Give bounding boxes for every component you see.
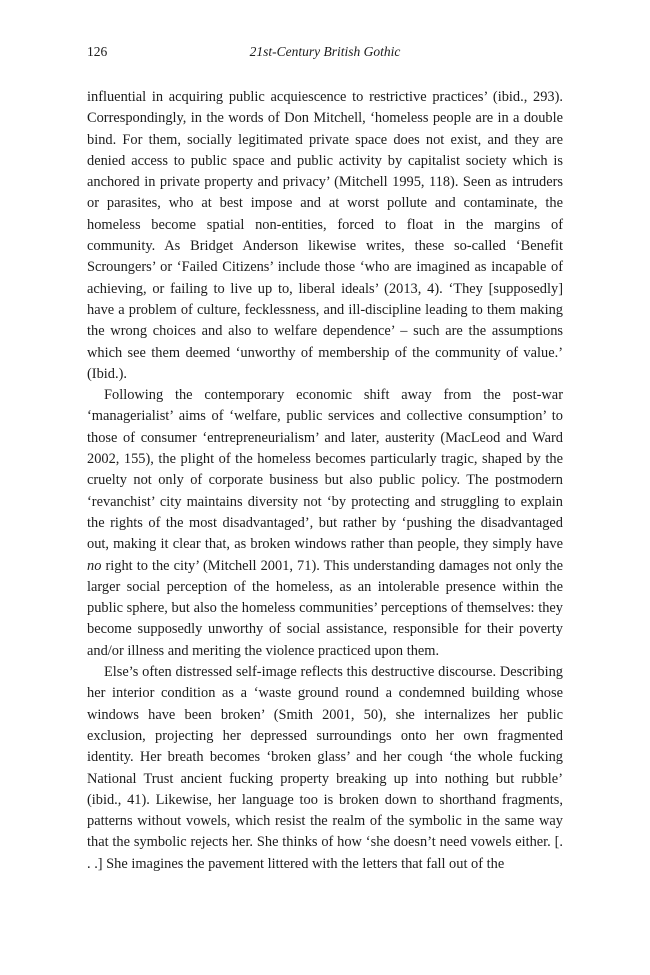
paragraph-3: Else’s often distressed self-image reflects this destructive discourse. Describing her interior condition as a ‘waste ground round a condemned building whose windows have been broken’ (Smith 2001, 50), she internalizes her public exclusion, projecting her depressed surroundings onto her own fragmented identity. Her breath becomes ‘broken glass’ and her cough ‘the whole fucking National Trust ancient fucking property breaking up into nothing but rubble’ (ibid., 41). Likewise, her language too is broken down to shorthand fragments, patterns without vowels, which resist the realm of the symbolic in the same way that the symbolic rejects her. She thinks of how ‘she doesn’t need vowels either. [. . .] She imagines the pavement littered with the letters that fall out of the: [87, 664, 563, 872]
body-text: [87, 87, 563, 875]
paragraph-2-part-1: Following the contemporary economic shift away from the post-war ‘managerialist’ aims of ‘welfare, public services and collective consumption’ to those of consumer ‘entrepreneurialism’ and later, austerity (MacLeod and Ward 2002, 155), the plight of the homeless becomes particularly tragic, shaped by the cruelty not only of corporate business but also public policy. The postmodern ‘revanchist’ city maintains diversity not ‘by protecting and struggling to explain the rights of the most disadvantaged’, but rather by ‘pushing the disadvantaged out, making it clear that, as broken windows rather than people, they simply have: [87, 387, 563, 553]
running-title: 21st-Century British Gothic: [249, 44, 401, 59]
paragraph-1: influential in acquiring public acquiescence to restrictive practices’ (ibid., 293). Correspondingly, in the words of Don Mitchell, ‘homeless people are in a double bind. For them, socially legitimated private space does not exist, and they are denied access to public space and public activity by capitalist society which is anchored in private property and privacy’ (Mitchell 1995, 118). Seen as intruders or parasites, who at best impose and at worst pollute and contaminate, the homeless become spatial non-entities, forced to float in the margins of community. As Bridget Anderson likewise writes, these so-called ‘Benefit Scroungers’ or ‘Failed Citizens’ include those ‘who are imagined as incapable of achieving, or failing to live up to, liberal ideals’ (2013, 4). ‘They [supposedly] have a problem of culture, fecklessness, and ill-discipline leading to them making the wrong choices and also to welfare dependence’ – such are the assumptions which see them deemed ‘unworthy of membership of the community of value.’ (Ibid.).: [87, 89, 563, 382]
running-header: [87, 44, 563, 64]
page-number: 126: [87, 44, 108, 59]
paragraph-2-part-2: right to the city’ (Mitchell 2001, 71). This understanding damages not only the larger social perception of the homeless, as an intolerable presence within the public sphere, but also the homeless communities’ perceptions of themselves: they become supposedly unworthy of social assistance, responsible for their poverty and/or illness and meriting the violence practiced upon them.: [87, 557, 563, 659]
paragraph-2-emphasis: no: [87, 557, 102, 574]
paragraph-2: [87, 385, 563, 662]
